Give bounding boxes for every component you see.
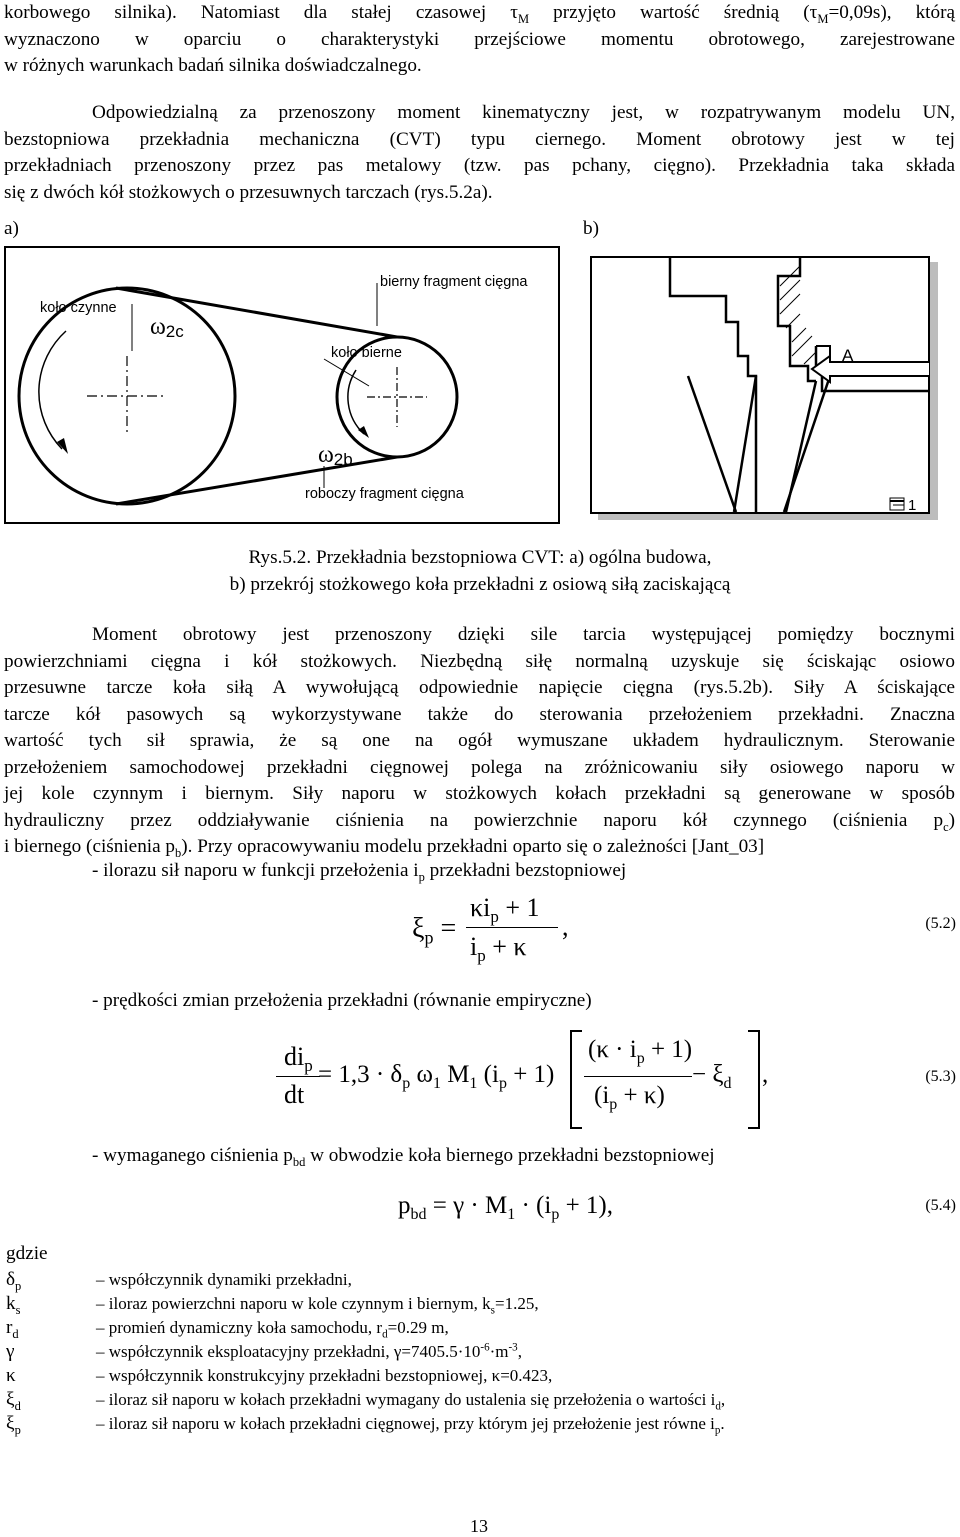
intro-line-3: w różnych warunkach badań silnika doświadczalnego. [4,55,422,76]
cvt-line-4: się z dwóch kół stożkowych o przesuwnych tarczach (rys.5.2a). [4,181,493,203]
intro-line-1: korbowego silnika). Natomiast dla stałej czasowej $\tau_M$ przyjęto wartość średnią $(\tau_M=0,09s)$, którą [4,2,956,26]
friction-line-6: przełożeniem samochodowej przekładni cięgnowej polega na zróżnicowaniu siły osiowego naporu w [4,756,955,778]
friction-line-2: powierzchniami cięgna i kół stożkowych. Niezbędną siłę normalną uzyskuje się ściskając osiowo [4,650,955,672]
omega-2c-label: ω2c [150,314,184,341]
eq53-inner-numerator: $(\kappa \cdot i_p + 1)$ [588,1036,693,1067]
eq52-number: (5.2) [925,915,956,932]
eq52-fraction-bar [466,927,558,928]
eq52-lhs: $\xi_p$ = [412,913,457,948]
definitions-heading: gdzie [6,1243,48,1264]
friction-line-3: przesuwne tarcze koła siłą A wywołującą odpowiednie napięcie cięgna (rys.5.2b). Siły A ściskające [4,677,955,698]
def-text-xi-p: – iloraz sił naporu w kołach przekładni cięgnowej, przy którym jej przełożenie jest równe $i_p$. [96,1414,725,1437]
eq52-denominator: $i_p + \kappa$ [470,932,527,966]
figure-b-cone-section [590,256,940,522]
figure-caption-line-2: b) przekrój stożkowego koła przekładni z osiową siłą zaciskającą [229,574,731,595]
friction-line-4: tarcze kół pasowych są wykorzystywane także do sterowania przełożeniem przekładni. Znaczna [4,703,955,725]
cvt-paragraph [4,100,955,206]
friction-line-1: Moment obrotowy jest przenoszony dzięki sile tarcia występującej pomiędzy bocznymi [92,624,955,645]
def-text-gamma: – współczynnik eksploatacyjny przekładni, $\gamma=7405.5\cdot 10^{-6}\cdot m^{-3}$, [96,1341,522,1361]
eq53-lhs-numerator: $di_p$ [284,1042,313,1076]
def-symbol-xi-d: $\xi_d$ [6,1389,21,1413]
eq54-number: (5.4) [925,1197,956,1214]
active-wheel-label: koło czynne [40,300,117,316]
eq53-lhs-fraction-bar [276,1076,320,1077]
intro-line-2: wyznaczono w oparciu o charakterystyki przejściowe momentu obrotowego, zarejestrowane [4,28,955,50]
eq52-comma: , [562,912,569,941]
figure-b-frame [591,257,929,513]
eq53-inner-denominator: $(i_p + \kappa)$ [594,1082,665,1113]
figure-b-label: b) [583,218,599,239]
page-number: 13 [470,1516,488,1536]
def-symbol-kappa: κ [6,1365,16,1386]
def-symbol-gamma: γ [6,1341,15,1362]
intro-paragraph [4,0,955,80]
bullet-ratio: - ilorazu sił naporu w funkcji przełożenia $i_p$ przekładni bezstopniowej [92,860,627,884]
def-text-delta-p: – współczynnik dynamiki przekładni, [96,1270,352,1289]
def-symbol-delta-p: $\delta_p$ [6,1269,22,1293]
friction-paragraph [4,622,955,861]
force-label: A [842,346,854,365]
figure-a-label: a) [4,218,19,239]
eq53-middle: = $1,3 \cdot \delta_p$ $\omega_1$ $M_1$ $(i_p + 1)$ [318,1061,555,1092]
omega-2b-label: ω2b [318,442,353,469]
figure-a-belt-drive [4,246,560,524]
cvt-line-1: Odpowiedzialną za przenoszony moment kinematyczny jest, w rozpatrywanym modelu UN, [92,102,955,123]
eq53-left-bracket [570,1030,582,1129]
corner-icon [890,498,904,510]
eq52-numerator: $\kappa i_p + 1$ [470,893,540,927]
corner-mark: 1 [908,497,917,514]
bullet-rate: - prędkości zmian przełożenia przekładni (równanie empiryczne) [92,990,592,1011]
eq53-minus-xi: − $\xi_d$ [692,1061,732,1092]
eq53-right-bracket [748,1030,760,1129]
bullet-pressure: - wymaganego ciśnienia $p_{bd}$ w obwodzie koła biernego przekładni bezstopniowej [92,1145,715,1169]
eq53-comma: , [762,1061,769,1088]
passive-wheel-label: koło bierne [331,345,402,361]
def-symbol-xi-p: $\xi_p$ [6,1413,21,1437]
def-text-r-d: – promień dynamiczny koła samochodu, $r_d=0.29$ m, [96,1318,449,1341]
def-text-k-s: – iloraz powierzchni naporu w kole czynnym i biernym, $k_s=1.25$, [96,1294,539,1317]
def-symbol-k-s: $k_s$ [6,1293,21,1317]
cvt-line-3: przekładniach przenoszony przez pas metalowy (tzw. pas pchany, cięgno). Przekładnia taka składa [4,155,955,176]
friction-line-5: wartość tych sił sprawia, że są one na ogół wymuszane układem hydraulicznym. Sterowanie [4,730,955,751]
figure-caption-line-1: Rys.5.2. Przekładnia bezstopniowa CVT: a) ogólna budowa, [248,547,712,568]
eq53-inner-fraction-bar [584,1076,692,1077]
def-text-kappa: – współczynnik konstrukcyjny przekładni bezstopniowej, κ=0.423, [96,1366,553,1385]
friction-line-8: hydrauliczny przez oddziaływanie ciśnienia na powierzchnie naporu kół czynnego (ciśnienia $p_c$) [4,809,955,834]
idle-span-label: bierny fragment cięgna [380,274,528,290]
eq54: $p_{bd} = \gamma \cdot M_1 \cdot (i_p + 1)$, [398,1192,613,1223]
work-span-label: roboczy fragment cięgna [305,486,464,502]
def-text-xi-d: – iloraz sił naporu w kołach przekładni wymagany do ustalenia się przełożenia o wartości $i_d$, [96,1390,726,1413]
eq53-number: (5.3) [925,1068,956,1085]
friction-line-9: i biernego (ciśnienia $p_b$). Przy opracowywaniu modelu przekładni oparto się o zależności [Jant_03] [4,836,765,860]
friction-line-7: jej kole czynnym i biernym. Siły naporu w stożkowych kołach przekładni są generowane w sposób [4,783,955,804]
cvt-line-2: bezstopniowa przekładnia mechaniczna (CVT) typu ciernego. Moment obrotowy jest w tej [4,128,955,150]
eq53-lhs-denominator: dt [284,1080,305,1109]
def-symbol-r-d: $r_d$ [6,1317,19,1341]
